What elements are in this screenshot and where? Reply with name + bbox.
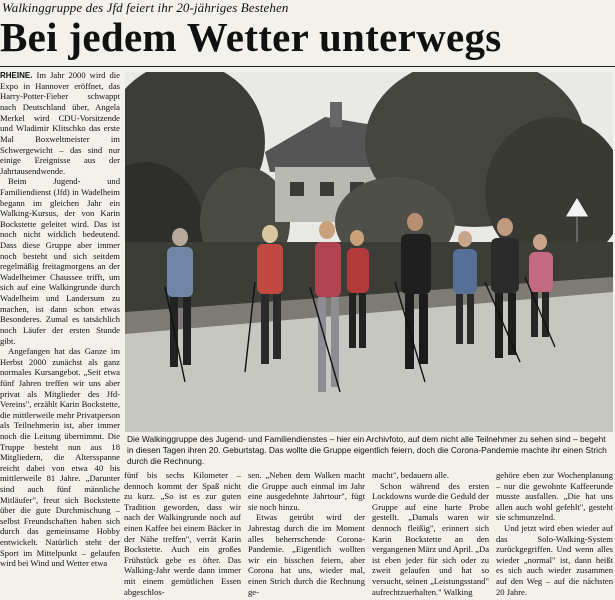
- paragraph: macht", bedauern alle.: [372, 470, 449, 480]
- article-column-3: [248, 470, 365, 600]
- paragraph: [0, 70, 120, 176]
- paragraph: Beim Jugend- und Familiendienst (Jfd) in Wadelheim begann im gleichen Jahr ein Walking-Kursus, der von Karin Bockstette geleitet wird. Das ist noch nicht wirklich bedeutend. Dass diese Gruppe aber immer noch besteht und sich seitdem regelmäßig freitagmorgens an der Wadelheimer Chaussee trifft, um sich auf eine Walkingrunde durch Wadelheim und Landersum zu machen, ist dann schon etwas Besonderes. Zumal es tatsächlich noch Läufer der ersten Stunde gibt.: [0, 176, 120, 346]
- paragraph: Und jetzt wird eben wieder auf das Solo-Walking-System zurückgegriffen. Und wenn alles wieder „normal" ist, dann heißt es sich auch wieder zusammen auf den Weg – auf die nächsten 20 Jahre.: [496, 523, 613, 597]
- paragraph: Etwas getrübt wird der Jahrestag durch die im Moment alles beherrschende Corona-Pandemie. „Eigentlich wollten wir ein bisschen feiern, aber Corona hat uns, wieder mal, einen Strich durch die Rechnung ge-: [248, 512, 365, 597]
- headline: Bei jedem Wetter unterwegs: [0, 14, 502, 60]
- headline-rule: [0, 66, 615, 67]
- paragraph: fünf bis sechs Kilometer – dennoch kommt der Spaß nicht zu kurz. „So ist es zur guten Tradition geworden, dass wir nach der Walkingrunde noch auf einen Kaffee bei einem Bäcker in der Nähe treffen", verrät Karin Bockstette. Auch ein großes Frühstück gebe es öfter. Das Walking-Jahr werde dann immer mit einem gemütlichen Essen abgeschlos-: [124, 470, 241, 597]
- dateline: RHEINE.: [0, 71, 33, 80]
- paragraph: Schon während des ersten Lockdowns wurde die Geduld der Gruppe auf eine harte Probe gestellt. „Damals waren wir dennoch fleißig", erinnert sich Karin Bockstette an den vergangenen März und April. „Da ist eben jeder für sich oder zu zweit gelaufen und hat so versucht, seinen „Leistungsstand" aufrechtzuerhalten." Walking: [372, 480, 489, 597]
- article-column-5: [496, 470, 613, 600]
- walking-group-photo: [125, 72, 613, 432]
- article-column-2: [124, 470, 241, 600]
- photo-caption: Die Walkinggruppe des Jugend- und Familiendienstes – hier ein Archivfoto, auf dem nicht alle Teilnehmer zu sehen sind – begeht in diesen Tagen ihren 20. Geburtstag. Das wollte die Gruppe eigentlich feiern, doch die Corona-Pandemie machte ihr einen Strich durch die Rechnung.: [127, 434, 607, 467]
- paragraph: sen. „Neben dem Walken macht die Gruppe auch einmal im Jahr eine ausgedehnte Jahrtour", fügt sie noch hinzu.: [248, 470, 365, 512]
- paragraph-text: Im Jahr 2000 wird die Expo in Hannover eröffnet, das Harry-Potter-Fieber schwappt nach Deutschland über, Angela Merkel wird CDU-Vorsitzende und Wladimir Klitschko das erste Mal Boxweltmeister im Schwergewicht – das sind nur einige Ereignisse aus der Jahrtausendwende.: [0, 70, 120, 176]
- kicker: Walkinggruppe des Jfd feiert ihr 20-jähriges Bestehen: [2, 0, 289, 15]
- paragraph: gehöre eben zur Wochenplanung – nur die gewohnte Kaffeerunde musste ausfallen. „Die hat uns allen auch wohl gefehlt", gesteht sie schmunzelnd.: [496, 470, 613, 523]
- article-column-1: [0, 70, 120, 598]
- article-column-4: [372, 470, 489, 600]
- paragraph: Angefangen hat das Ganze im Herbst 2000 zunächst als ganz normales Kursangebot. „Seit etwa fünf Jahren treffen wir uns aber privat als Mitglieder des Jfd-Vereins", erzählt Karin Bockstette, die mittlerweile mehr Privatperson als Teilnehmerin ist, aber immer noch die Leitung übernimmt. Die Truppe besteht nun aus 18 Mitgliedern, die Altersspanne reicht dabei von etwa 40 bis mittlerweile 81 Jahre. „Darunter sind auch fünf männliche Mitläufer", freut sich Bockstette über die gute Durchmischung – selbst Freundschaften haben sich durch das gemeinsame Hobby entwickelt. Natürlich steht der Sport im Mittelpunkt – gelaufen wird bei Wind und Wetter etwa: [0, 346, 120, 569]
- article-photo: [125, 72, 613, 432]
